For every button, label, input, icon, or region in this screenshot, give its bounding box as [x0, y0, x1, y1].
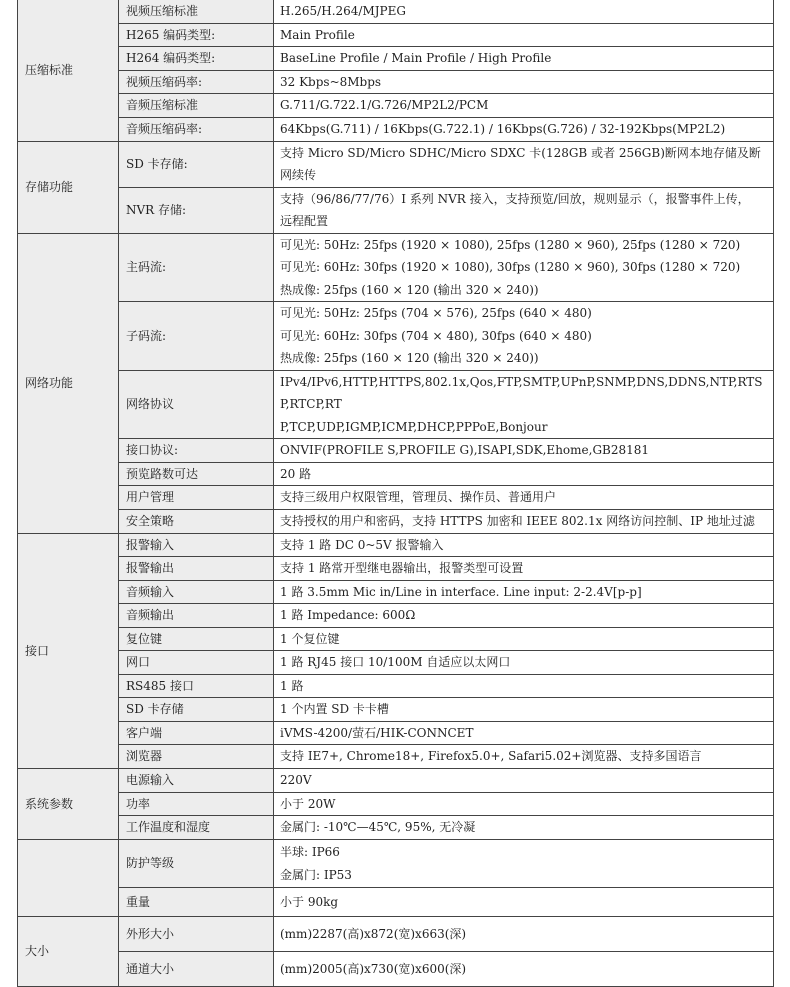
spec-row [18, 533, 774, 557]
param-label: RS485 接口 [119, 674, 274, 698]
spec-row [18, 952, 774, 987]
param-label: 报警输出 [119, 557, 274, 581]
spec-row [18, 509, 774, 533]
spec-row [18, 745, 774, 769]
param-label: 视频压缩码率: [119, 70, 274, 94]
value-line: 1 个复位键 [280, 631, 340, 646]
param-label: 重量 [119, 888, 274, 917]
value-line: 1 个内置 SD 卡卡槽 [280, 702, 389, 716]
param-label: 电源输入 [119, 769, 274, 793]
value-line: 小于 20W [280, 796, 336, 811]
param-value [274, 509, 774, 533]
spec-row [18, 769, 774, 793]
value-line: 20 路 [280, 466, 312, 481]
spec-row [18, 721, 774, 745]
param-value [274, 47, 774, 71]
param-label: SD 卡存储 [119, 698, 274, 722]
value-line: 32 Kbps~8Mbps [280, 74, 382, 89]
value-line: 1 路 [280, 678, 304, 693]
value-line: 64Kbps(G.711) / 16Kbps(G.722.1) / 16Kbps(G.726) / 32-192Kbps(MP2L2) [280, 121, 726, 136]
spec-row [18, 627, 774, 651]
param-value [274, 769, 774, 793]
value-line: ONVIF(PROFILE S,PROFILE G),ISAPI,SDK,Ehome,GB28181 [280, 443, 650, 457]
param-label: 复位键 [119, 627, 274, 651]
param-value [274, 952, 774, 987]
param-label: 网口 [119, 651, 274, 675]
spec-row [18, 674, 774, 698]
value-line: 支持 IE7+, Chrome18+, Firefox5.0+, Safari5.02+浏览器、支持多国语言 [280, 749, 702, 764]
spec-row [18, 187, 774, 233]
param-value [274, 302, 774, 371]
param-value [274, 745, 774, 769]
value-line: 可见光: 60Hz: 30fps (1920 × 1080), 30fps (1280 × 960), 30fps (1280 × 720) [280, 260, 741, 274]
param-label: 接口协议: [119, 439, 274, 463]
param-value [274, 117, 774, 141]
param-label: 通道大小 [119, 952, 274, 987]
value-line: (mm)2287(高)x872(宽)x663(深) [280, 926, 467, 941]
param-value [274, 580, 774, 604]
spec-row [18, 0, 774, 23]
param-value [274, 533, 774, 557]
param-value [274, 674, 774, 698]
param-value [274, 627, 774, 651]
param-label: 报警输入 [119, 533, 274, 557]
param-value [274, 721, 774, 745]
value-line: 远程配置 [280, 214, 329, 228]
param-label: 浏览器 [119, 745, 274, 769]
value-line: 支持 1 路常开型继电器输出，报警类型可设置 [280, 561, 524, 575]
value-line: 小于 90kg [280, 894, 339, 909]
spec-row [18, 486, 774, 510]
spec-row [18, 840, 774, 888]
value-line: 1 路 Impedance: 600Ω [280, 608, 416, 622]
param-label: 网络协议 [119, 370, 274, 439]
value-line: (mm)2005(高)x730(宽)x600(深) [280, 961, 467, 976]
param-label: H265 编码类型: [119, 23, 274, 47]
param-label: H264 编码类型: [119, 47, 274, 71]
param-label: 音频输入 [119, 580, 274, 604]
param-label: 主码流: [119, 233, 274, 302]
param-value [274, 816, 774, 840]
param-value [274, 187, 774, 233]
spec-row [18, 888, 774, 917]
param-value [274, 604, 774, 628]
param-value [274, 462, 774, 486]
param-label: NVR 存储: [119, 187, 274, 233]
category-cell: 接口 [18, 533, 119, 769]
spec-row [18, 70, 774, 94]
spec-row [18, 557, 774, 581]
param-value [274, 651, 774, 675]
spec-table-body [18, 0, 774, 987]
value-line: BaseLine Profile / Main Profile / High Profile [280, 51, 552, 65]
value-line: 半球: IP66 [280, 845, 340, 859]
param-value [274, 888, 774, 917]
param-label: 音频压缩标准 [119, 94, 274, 118]
spec-row [18, 233, 774, 302]
value-line: 可见光: 50Hz: 25fps (1920 × 1080), 25fps (1280 × 960), 25fps (1280 × 720) [280, 237, 741, 252]
param-label: 安全策略 [119, 509, 274, 533]
value-line: 支持（96/86/77/76）I 系列 NVR 接入，支持预览/回放，规则显示（，报警事件上传， [280, 191, 750, 206]
param-label: 防护等级 [119, 840, 274, 888]
param-value [274, 557, 774, 581]
value-line: H.265/H.264/MJPEG [280, 4, 406, 18]
param-value [274, 439, 774, 463]
spec-row [18, 816, 774, 840]
value-line: 220V [280, 773, 312, 787]
spec-row [18, 117, 774, 141]
value-line: iVMS-4200/萤石/HIK-CONNCET [280, 725, 474, 740]
value-line: 可见光: 60Hz: 30fps (704 × 480), 30fps (640 × 480) [280, 328, 592, 343]
spec-table [17, 0, 774, 987]
category-cell: 大小 [18, 917, 119, 987]
value-line: 可见光: 50Hz: 25fps (704 × 576), 25fps (640 × 480) [280, 306, 592, 320]
category-cell [18, 840, 119, 917]
spec-row [18, 439, 774, 463]
param-value [274, 486, 774, 510]
param-value [274, 141, 774, 187]
value-line: 支持三级用户权限管理，管理员、操作员、普通用户 [280, 490, 557, 504]
param-label: 外形大小 [119, 917, 274, 952]
value-line: IPv4/IPv6,HTTP,HTTPS,802.1x,Qos,FTP,SMTP,UPnP,SNMP,DNS,DDNS,NTP,RTSP,RTCP,RT [280, 374, 763, 411]
spec-row [18, 604, 774, 628]
value-line: G.711/G.722.1/G.726/MP2L2/PCM [280, 98, 489, 112]
category-cell: 系统参数 [18, 769, 119, 840]
value-line: 支持 1 路 DC 0~5V 报警输入 [280, 537, 444, 552]
param-label: 工作温度和湿度 [119, 816, 274, 840]
param-value [274, 840, 774, 888]
param-label: SD 卡存储: [119, 141, 274, 187]
category-cell: 存储功能 [18, 141, 119, 233]
param-label: 视频压缩标准 [119, 0, 274, 23]
param-value [274, 94, 774, 118]
spec-row [18, 370, 774, 439]
param-label: 音频输出 [119, 604, 274, 628]
value-line: 1 路 RJ45 接口 10/100M 自适应以太网口 [280, 655, 511, 669]
param-value [274, 370, 774, 439]
value-line: 热成像: 25fps (160 × 120 (输出 320 × 240)) [280, 351, 539, 365]
value-line: 金属门: IP53 [280, 867, 352, 882]
value-line: 支持授权的用户和密码，支持 HTTPS 加密和 IEEE 802.1x 网络访问控制、IP 地址过滤 [280, 513, 755, 528]
value-line: Main Profile [280, 27, 355, 42]
spec-row [18, 462, 774, 486]
spec-row [18, 47, 774, 71]
value-line: 金属门: -10℃—45℃, 95%, 无冷凝 [280, 820, 476, 835]
spec-row [18, 94, 774, 118]
category-cell: 网络功能 [18, 233, 119, 533]
spec-row [18, 792, 774, 816]
param-value [274, 70, 774, 94]
param-label: 音频压缩码率: [119, 117, 274, 141]
param-label: 子码流: [119, 302, 274, 371]
value-line: P,TCP,UDP,IGMP,ICMP,DHCP,PPPoE,Bonjour [280, 419, 548, 434]
param-label: 功率 [119, 792, 274, 816]
param-value [274, 23, 774, 47]
category-cell: 压缩标准 [18, 0, 119, 141]
param-value [274, 233, 774, 302]
param-label: 客户端 [119, 721, 274, 745]
spec-row [18, 698, 774, 722]
value-line: 热成像: 25fps (160 × 120 (输出 320 × 240)) [280, 282, 539, 297]
param-label: 用户管理 [119, 486, 274, 510]
spec-row [18, 651, 774, 675]
value-line: 支持 Micro SD/Micro SDHC/Micro SDXC 卡(128GB 或者 256GB)断网本地存储及断网续传 [280, 145, 761, 182]
param-value [274, 917, 774, 952]
param-label: 预览路数可达 [119, 462, 274, 486]
param-value [274, 698, 774, 722]
param-value [274, 0, 774, 23]
spec-row [18, 917, 774, 952]
spec-row [18, 23, 774, 47]
spec-row [18, 580, 774, 604]
spec-row [18, 302, 774, 371]
value-line: 1 路 3.5mm Mic in/Line in interface. Line input: 2-2.4V[p-p] [280, 584, 642, 599]
spec-row [18, 141, 774, 187]
param-value [274, 792, 774, 816]
